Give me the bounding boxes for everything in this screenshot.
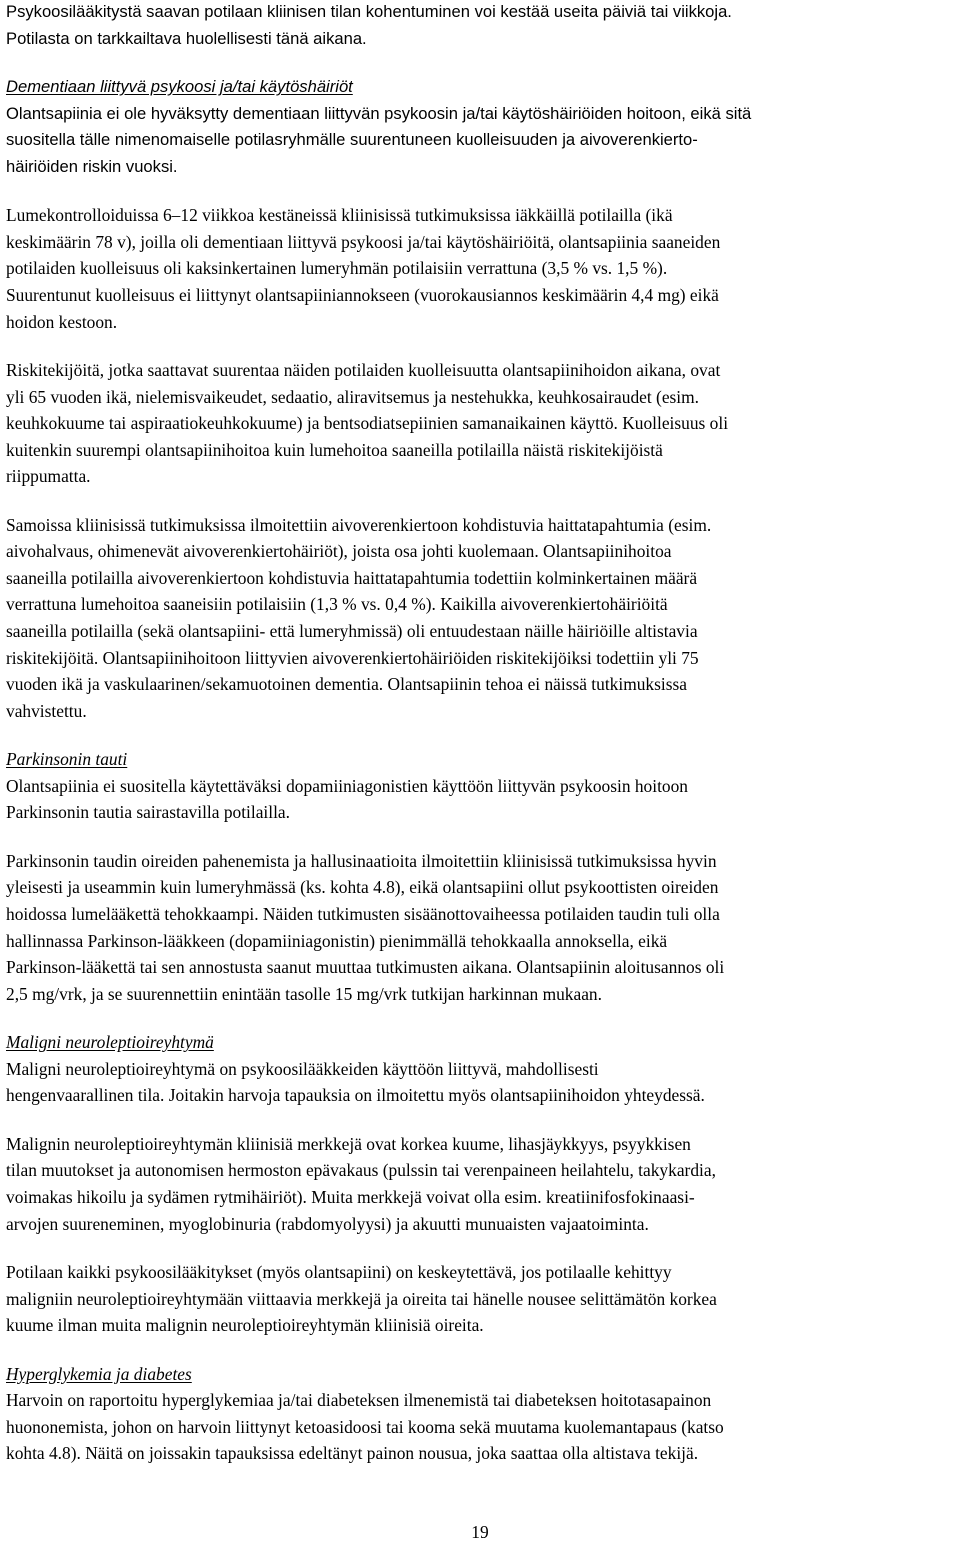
text-line: Parkinsonin tautia sairastavilla potilailla.: [6, 802, 290, 823]
paragraph-gap: [6, 180, 952, 202]
text-line: vuoden ikä ja vaskulaarinen/sekamuotoinen dementia. Olantsapiinin tehoa ei näissä tutkimuksissa: [6, 674, 687, 695]
text-line: häiriöiden riskin vuoksi.: [6, 156, 178, 176]
text-line: Potilaan kaikki psykoosilääkitykset (myös olantsapiini) on keskeytettävä, jos potilaalle kehittyy: [6, 1261, 672, 1282]
text-line: suositella tälle nimenomaiselle potilasryhmälle suurentuneen kuolleisuuden ja aivoverenkierto-: [6, 130, 698, 150]
text-line: potilaiden kuolleisuus oli kaksinkertainen lumeryhmän potilaisiin verrattuna (3,5 % vs. 1,5 %).: [6, 258, 668, 279]
text-line: huononemista, johon on harvoin liittynyt ketoasidoosi tai kooma sekä muutama kuolemantapaus (katso: [6, 1416, 724, 1437]
page-number: 19: [471, 1522, 489, 1542]
paragraph-gap: [6, 490, 952, 512]
text-line: arvojen suureneminen, myoglobinuria (rabdomyolyysi) ja akuutti munuaisten vajaatoiminta.: [6, 1213, 649, 1234]
text-line: Lumekontrolloiduissa 6–12 viikkoa kestäneissä kliinisissä tutkimuksissa iäkkäillä potilailla (ikä: [6, 205, 673, 226]
document-page: [6, 0, 952, 1467]
section-heading: Parkinsonin tauti: [6, 749, 128, 770]
text-line: Olantsapiinia ei ole hyväksytty dementiaan liittyvän psykoosin ja/tai käytöshäiriöiden hoitoon, eikä sitä: [6, 103, 752, 123]
paragraph-gap: [6, 1007, 952, 1029]
text-line: Potilasta on tarkkailtava huolellisesti tänä aikana.: [6, 28, 367, 48]
nms-section: [6, 1029, 952, 1339]
paragraph-gap: [6, 1109, 952, 1131]
text-line: saaneilla potilailla (sekä olantsapiini- että lumeryhmissä) oli entuudestaan näille häiriöille altistavia: [6, 621, 698, 642]
parkinson-section: [6, 746, 952, 1007]
text-line: hoidossa lumelääkettä tehokkaampi. Näiden tutkimusten sisäänottovaiheessa potilaiden taudin tuli olla: [6, 904, 720, 924]
text-line: hengenvaarallinen tila. Joitakin harvoja tapauksia on ilmoitettu myös olantsapiinihoidon yhteydessä.: [6, 1085, 705, 1106]
paragraph-gap: [6, 335, 952, 357]
text-line: Parkinsonin taudin oireiden pahenemista ja hallusinaatioita ilmoitettiin kliinisissä tutkimuksissa hyvin: [6, 850, 717, 871]
text-line: tilan muutokset ja autonomisen hermoston epävakaus (pulssin tai verenpaineen heilahtelu, takykardia,: [6, 1160, 716, 1181]
text-line: maligniin neuroleptioireyhtymään viittaavia merkkejä ja oireita tai hänelle nousee selittämätön korkea: [6, 1288, 717, 1309]
section-heading: Dementiaan liittyvä psykoosi ja/tai käytöshäiriöt: [6, 76, 353, 96]
text-line: yli 65 vuoden ikä, nielemisvaikeudet, sedaatio, aliravitsemus ja nestehukka, keuhkosairaudet (esim.: [6, 386, 700, 407]
text-line: Parkinson-lääkettä tai sen annostusta saanut muuttaa tutkimusten aikana. Olantsapiinin aloitusannos oli: [6, 957, 725, 978]
paragraph-gap: [6, 52, 952, 74]
top-paragraph: [6, 0, 952, 52]
section-heading: Hyperglykemia ja diabetes: [6, 1363, 192, 1384]
text-line: yleisesti ja useammin kuin lumeryhmässä (ks. kohta 4.8), eikä olantsapiini ollut psykoottisten oireiden: [6, 877, 719, 898]
text-line: kohta 4.8). Näitä on joissakin tapauksissa edeltänyt painon nousua, joka saattaa olla altistava tekijä.: [6, 1443, 699, 1464]
text-line: voimakas hikoilu ja sydämen rytmihäiriöt). Muita merkkejä voivat olla esim. kreatiinifosfokinaasi-: [6, 1186, 695, 1207]
text-line: hoidon kestoon.: [6, 311, 118, 332]
text-line: saaneilla potilailla aivoverenkiertoon kohdistuvia haittatapahtumia todettiin kolminkertainen määrä: [6, 567, 698, 588]
text-line: Maligni neuroleptioireyhtymä on psykoosilääkkeiden käyttöön liittyvä, mahdollisesti: [6, 1058, 599, 1079]
text-line: Harvoin on raportoitu hyperglykemiaa ja/tai diabeteksen ilmenemistä tai diabeteksen hoitotasapainon: [6, 1390, 712, 1411]
paragraph-gap: [6, 1237, 952, 1259]
paragraph-gap: [6, 724, 952, 746]
text-line: Samoissa kliinisissä tutkimuksissa ilmoitettiin aivoverenkiertoon kohdistuvia haittatapahtumia (esim.: [6, 514, 712, 535]
text-line: verrattuna lumehoitoa saaneisiin potilaisiin (1,3 % vs. 0,4 %). Kaikilla aivoverenkiertohäiriöitä: [6, 594, 668, 615]
text-line: keskimäärin 78 v), joilla oli dementiaan liittyvä psykoosi ja/tai käytöshäiriöitä, olantsapiinia saaneiden: [6, 231, 721, 252]
text-line: kuitenkin suurempi olantsapiinihoitoa kuin lumehoitoa saaneilla potilailla näistä riskitekijöistä: [6, 439, 663, 460]
text-line: 2,5 mg/vrk, ja se suurennettiin enintään tasolle 15 mg/vrk tutkijan harkinnan mukaan.: [6, 983, 602, 1004]
text-line: hallinnassa Parkinson-lääkkeen (dopamiiniagonistin) pienimmällä tehokkaalla annoksella, eikä: [6, 930, 668, 951]
text-line: Suurentunut kuolleisuus ei liittynyt olantsapiiniannokseen (vuorokausiannos keskimäärin 4,4 mg) eikä: [6, 284, 719, 305]
dementia-section: [6, 74, 952, 724]
text-line: riskitekijöitä. Olantsapiinihoitoon liittyvien aivoverenkiertohäiriöiden riskitekijöiksi todettiin yli 75: [6, 647, 699, 668]
text-line: Psykoosilääkitystä saavan potilaan kliinisen tilan kohentuminen voi kestää useita päiviä tai viikkoja.: [6, 2, 732, 21]
text-line: kuume ilman muita malignin neuroleptioireyhtymän kliinisiä oireita.: [6, 1315, 484, 1336]
paragraph-gap: [6, 826, 952, 848]
text-line: Riskitekijöitä, jotka saattavat suurentaa näiden potilaiden kuolleisuutta olantsapiinihoidon aikana, ovat: [6, 359, 721, 380]
section-heading: Maligni neuroleptioireyhtymä: [6, 1032, 214, 1053]
text-line: Malignin neuroleptioireyhtymän kliinisiä merkkejä ovat korkea kuume, lihasjäykkyys, psyykkisen: [6, 1133, 691, 1154]
text-line: vahvistettu.: [6, 700, 87, 721]
text-line: keuhkokuume tai aspiraatiokeuhkokuume) ja bentsodiatsepiinien samanaikainen käyttö. Kuolleisuus oli: [6, 413, 729, 434]
text-line: aivohalvaus, ohimenevät aivoverenkiertohäiriöt), joista osa johti kuolemaan. Olantsapiinihoitoa: [6, 541, 672, 562]
hyperglycemia-section: [6, 1361, 952, 1467]
text-line: riippumatta.: [6, 466, 91, 487]
paragraph-gap: [6, 1339, 952, 1361]
text-line: Olantsapiinia ei suositella käytettäväksi dopamiiniagonistien käyttöön liittyvän psykoosin hoitoon: [6, 775, 689, 796]
